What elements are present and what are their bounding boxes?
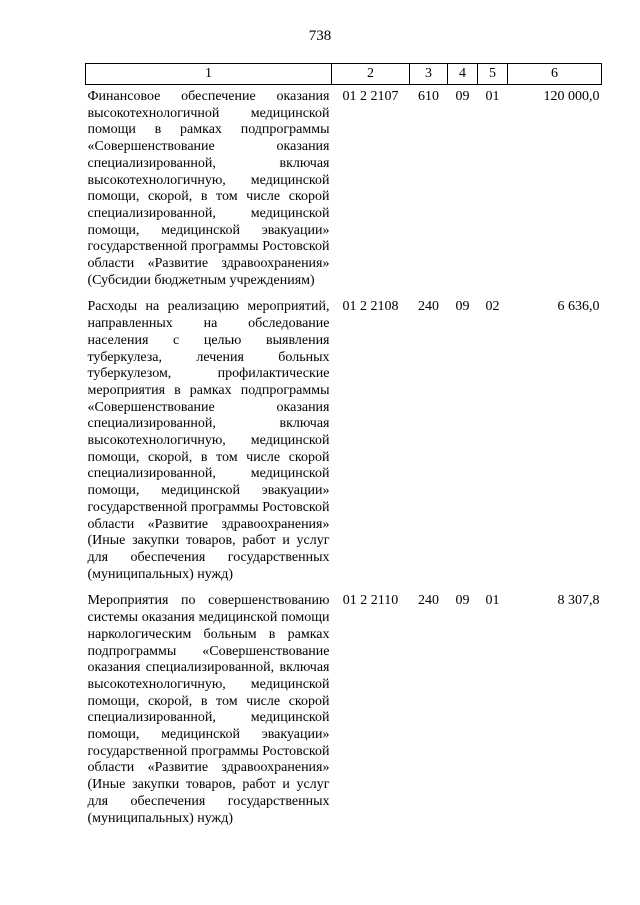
budget-table	[85, 63, 602, 833]
column-header-4: 4	[448, 64, 478, 85]
row-amount: 8 307,8	[557, 593, 600, 609]
column-header-1: 1	[86, 64, 332, 85]
table-row	[86, 295, 602, 589]
row-description: Расходы на реализацию мероприятий, направленных на обследование населения с целью выявления туберкулеза, лечения больных туберкулезом, профилактические мероприятия в рамках подпрограммы «Совершенствование оказания специализированной, включая высокотехнологичную, медицинской помощи, скорой, в том числе скорой специализированной, медицинской помощи, медицинской эвакуации» государственной программы Ростовской области «Развитие здравоохранения» (Иные закупки товаров, работ и услуг для обеспечения государственных (муниципальных) нужд)	[87, 299, 330, 582]
table-row	[86, 85, 602, 296]
page-number: 738	[308, 28, 332, 44]
row-expense-type: 610	[418, 89, 439, 104]
row-target-code: 01 2 2108	[342, 299, 399, 315]
row-description: Финансовое обеспечение оказания высокотехнологичной медицинской помощи в рамках подпрограммы «Совершенствование оказания специализированной, включая высокотехнологичную, медицинской помощи, скорой, в том числе скорой специализированной, медицинской помощи, медицинской эвакуации» государственной программы Ростовской области «Развитие здравоохранения» (Субсидии бюджетным учреждениям)	[87, 89, 330, 288]
row-target-code: 01 2 2110	[342, 593, 399, 609]
row-description: Мероприятия по совершенствованию системы оказания медицинской помощи наркологическим больным в рамках подпрограммы «Совершенствование оказания специализированной, включая высокотехнологичную, медицинской помощи, скорой, в том числе скорой специализированной, медицинской помощи, медицинской эвакуации» государственной программы Ростовской области «Развитие здравоохранения» (Иные закупки товаров, работ и услуг для обеспечения государственных (муниципальных) нужд)	[87, 593, 330, 826]
row-expense-type: 240	[418, 593, 439, 609]
table-header-row	[86, 64, 602, 85]
row-section: 09	[455, 299, 470, 315]
row-amount: 6 636,0	[557, 299, 600, 315]
column-header-5: 5	[478, 64, 508, 85]
column-header-6: 6	[508, 64, 602, 85]
row-subsection: 01	[485, 89, 500, 104]
table-row	[86, 589, 602, 833]
row-subsection: 01	[485, 593, 500, 609]
row-section: 09	[455, 593, 470, 609]
row-section: 09	[455, 89, 470, 104]
column-header-2: 2	[332, 64, 410, 85]
row-subsection: 02	[485, 299, 500, 315]
column-header-3: 3	[410, 64, 448, 85]
row-expense-type: 240	[418, 299, 439, 315]
row-amount: 120 000,0	[543, 89, 600, 104]
row-target-code: 01 2 2107	[342, 89, 399, 104]
